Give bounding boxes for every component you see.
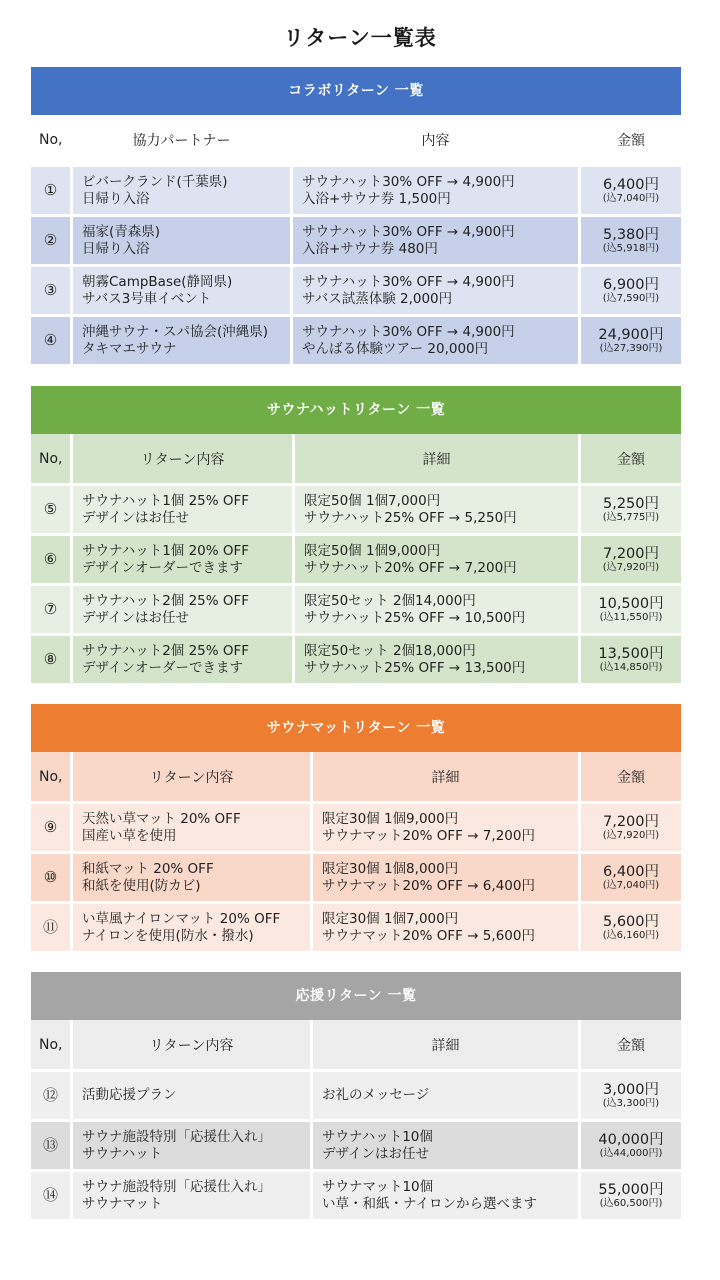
- price-cell: 6,400円 (込7,040円): [581, 167, 681, 217]
- detail-cell: サウナマット10個 い草・和紙・ナイロンから選べます: [313, 1172, 581, 1222]
- partner-cell: 福家(青森県) 日帰り入浴: [73, 217, 293, 267]
- partner-cell: 朝霧CampBase(静岡県) サバス3号車イベント: [73, 267, 293, 317]
- row-number: ②: [31, 217, 73, 267]
- row-number: ⑥: [31, 536, 73, 586]
- detail-cell: お礼のメッセージ: [313, 1072, 581, 1122]
- section-heading: サウナハットリターン 一覧: [31, 386, 681, 434]
- content-cell: サウナハット30% OFF → 4,900円 入浴+サウナ券 1,500円: [293, 167, 581, 217]
- col-header-no: No,: [31, 752, 73, 804]
- section-heading: 応援リターン 一覧: [31, 972, 681, 1020]
- detail-cell: 限定50セット 2個14,000円 サウナハット25% OFF → 10,500円: [295, 586, 581, 636]
- table-row: [31, 804, 681, 854]
- row-number: ①: [31, 167, 73, 217]
- return-cell: サウナ施設特別「応援仕入れ」 サウナハット: [73, 1122, 313, 1172]
- price-cell: 7,200円 (込7,920円): [581, 536, 681, 586]
- row-number: ⑨: [31, 804, 73, 854]
- table-row: [31, 486, 681, 536]
- content-cell: サウナハット30% OFF → 4,900円 入浴+サウナ券 480円: [293, 217, 581, 267]
- row-number: ⑫: [31, 1072, 73, 1122]
- page-title: リターン一覧表: [283, 26, 437, 50]
- table-row: [31, 536, 681, 586]
- col-header-no: No,: [31, 434, 73, 486]
- col-header-price: 金額: [581, 1020, 681, 1072]
- col-header-price: 金額: [581, 434, 681, 486]
- row-number: ⑧: [31, 636, 73, 686]
- table-row: [31, 904, 681, 954]
- table-row: [31, 267, 681, 317]
- price-cell: 3,000円 (込3,300円): [581, 1072, 681, 1122]
- col-header-no: No,: [31, 115, 73, 167]
- price-cell: 5,250円 (込5,775円): [581, 486, 681, 536]
- return-table: [31, 752, 681, 954]
- return-cell: 活動応援プラン: [73, 1072, 313, 1122]
- price-cell: 55,000円 (込60,500円): [581, 1172, 681, 1222]
- table-row: [31, 1172, 681, 1222]
- table-row: [31, 636, 681, 686]
- section-heading: サウナマットリターン 一覧: [31, 704, 681, 752]
- detail-cell: 限定30個 1個9,000円 サウナマット20% OFF → 7,200円: [313, 804, 581, 854]
- row-number: ③: [31, 267, 73, 317]
- col-header-no: No,: [31, 1020, 73, 1072]
- col-header-price: 金額: [581, 752, 681, 804]
- detail-cell: 限定50個 1個7,000円 サウナハット25% OFF → 5,250円: [295, 486, 581, 536]
- col-header-content: 内容: [293, 115, 581, 167]
- row-number: ④: [31, 317, 73, 367]
- detail-cell: 限定30個 1個8,000円 サウナマット20% OFF → 6,400円: [313, 854, 581, 904]
- price-cell: 5,380円 (込5,918円): [581, 217, 681, 267]
- table-row: [31, 586, 681, 636]
- partner-cell: 沖縄サウナ・スパ協会(沖縄県) タキマエサウナ: [73, 317, 293, 367]
- col-header-return: リターン内容: [73, 752, 313, 804]
- table-row: [31, 854, 681, 904]
- detail-cell: 限定30個 1個7,000円 サウナマット20% OFF → 5,600円: [313, 904, 581, 954]
- price-cell: 13,500円 (込14,850円): [581, 636, 681, 686]
- return-table: [31, 1020, 681, 1222]
- sauna-mat-return-section: [31, 704, 681, 954]
- row-number: ⑩: [31, 854, 73, 904]
- col-header-return: リターン内容: [73, 434, 295, 486]
- col-header-detail: 詳細: [313, 752, 581, 804]
- return-cell: サウナ施設特別「応援仕入れ」 サウナマット: [73, 1172, 313, 1222]
- price-cell: 5,600円 (込6,160円): [581, 904, 681, 954]
- table-header-row: [31, 115, 681, 167]
- support-return-section: [31, 972, 681, 1222]
- row-number: ⑪: [31, 904, 73, 954]
- collab-return-section: [31, 67, 681, 367]
- table-row: [31, 167, 681, 217]
- price-cell: 24,900円 (込27,390円): [581, 317, 681, 367]
- table-row: [31, 217, 681, 267]
- price-cell: 6,400円 (込7,040円): [581, 854, 681, 904]
- table-header-row: [31, 752, 681, 804]
- return-cell: 天然い草マット 20% OFF 国産い草を使用: [73, 804, 313, 854]
- sauna-hat-return-section: [31, 386, 681, 686]
- return-cell: サウナハット1個 25% OFF デザインはお任せ: [73, 486, 295, 536]
- row-number: ⑤: [31, 486, 73, 536]
- return-cell: 和紙マット 20% OFF 和紙を使用(防カビ): [73, 854, 313, 904]
- detail-cell: 限定50個 1個9,000円 サウナハット20% OFF → 7,200円: [295, 536, 581, 586]
- return-cell: サウナハット2個 25% OFF デザインオーダーできます: [73, 636, 295, 686]
- return-cell: サウナハット1個 20% OFF デザインオーダーできます: [73, 536, 295, 586]
- table-row: [31, 317, 681, 367]
- table-row: [31, 1122, 681, 1172]
- table-header-row: [31, 434, 681, 486]
- price-cell: 7,200円 (込7,920円): [581, 804, 681, 854]
- row-number: ⑭: [31, 1172, 73, 1222]
- content-cell: サウナハット30% OFF → 4,900円 やんばる体験ツアー 20,000円: [293, 317, 581, 367]
- col-header-price: 金額: [581, 115, 681, 167]
- col-header-partner: 協力パートナー: [73, 115, 293, 167]
- detail-cell: 限定50セット 2個18,000円 サウナハット25% OFF → 13,500円: [295, 636, 581, 686]
- table-row: [31, 1072, 681, 1122]
- col-header-detail: 詳細: [313, 1020, 581, 1072]
- table-header-row: [31, 1020, 681, 1072]
- return-table: [31, 115, 681, 367]
- return-table: [31, 434, 681, 686]
- content-cell: サウナハット30% OFF → 4,900円 サバス試蒸体験 2,000円: [293, 267, 581, 317]
- col-header-detail: 詳細: [295, 434, 581, 486]
- return-cell: い草風ナイロンマット 20% OFF ナイロンを使用(防水・撥水): [73, 904, 313, 954]
- detail-cell: サウナハット10個 デザインはお任せ: [313, 1122, 581, 1172]
- col-header-return: リターン内容: [73, 1020, 313, 1072]
- row-number: ⑦: [31, 586, 73, 636]
- price-cell: 6,900円 (込7,590円): [581, 267, 681, 317]
- section-heading: コラボリターン 一覧: [31, 67, 681, 115]
- partner-cell: ビバークランド(千葉県) 日帰り入浴: [73, 167, 293, 217]
- return-cell: サウナハット2個 25% OFF デザインはお任せ: [73, 586, 295, 636]
- row-number: ⑬: [31, 1122, 73, 1172]
- price-cell: 40,000円 (込44,000円): [581, 1122, 681, 1172]
- price-cell: 10,500円 (込11,550円): [581, 586, 681, 636]
